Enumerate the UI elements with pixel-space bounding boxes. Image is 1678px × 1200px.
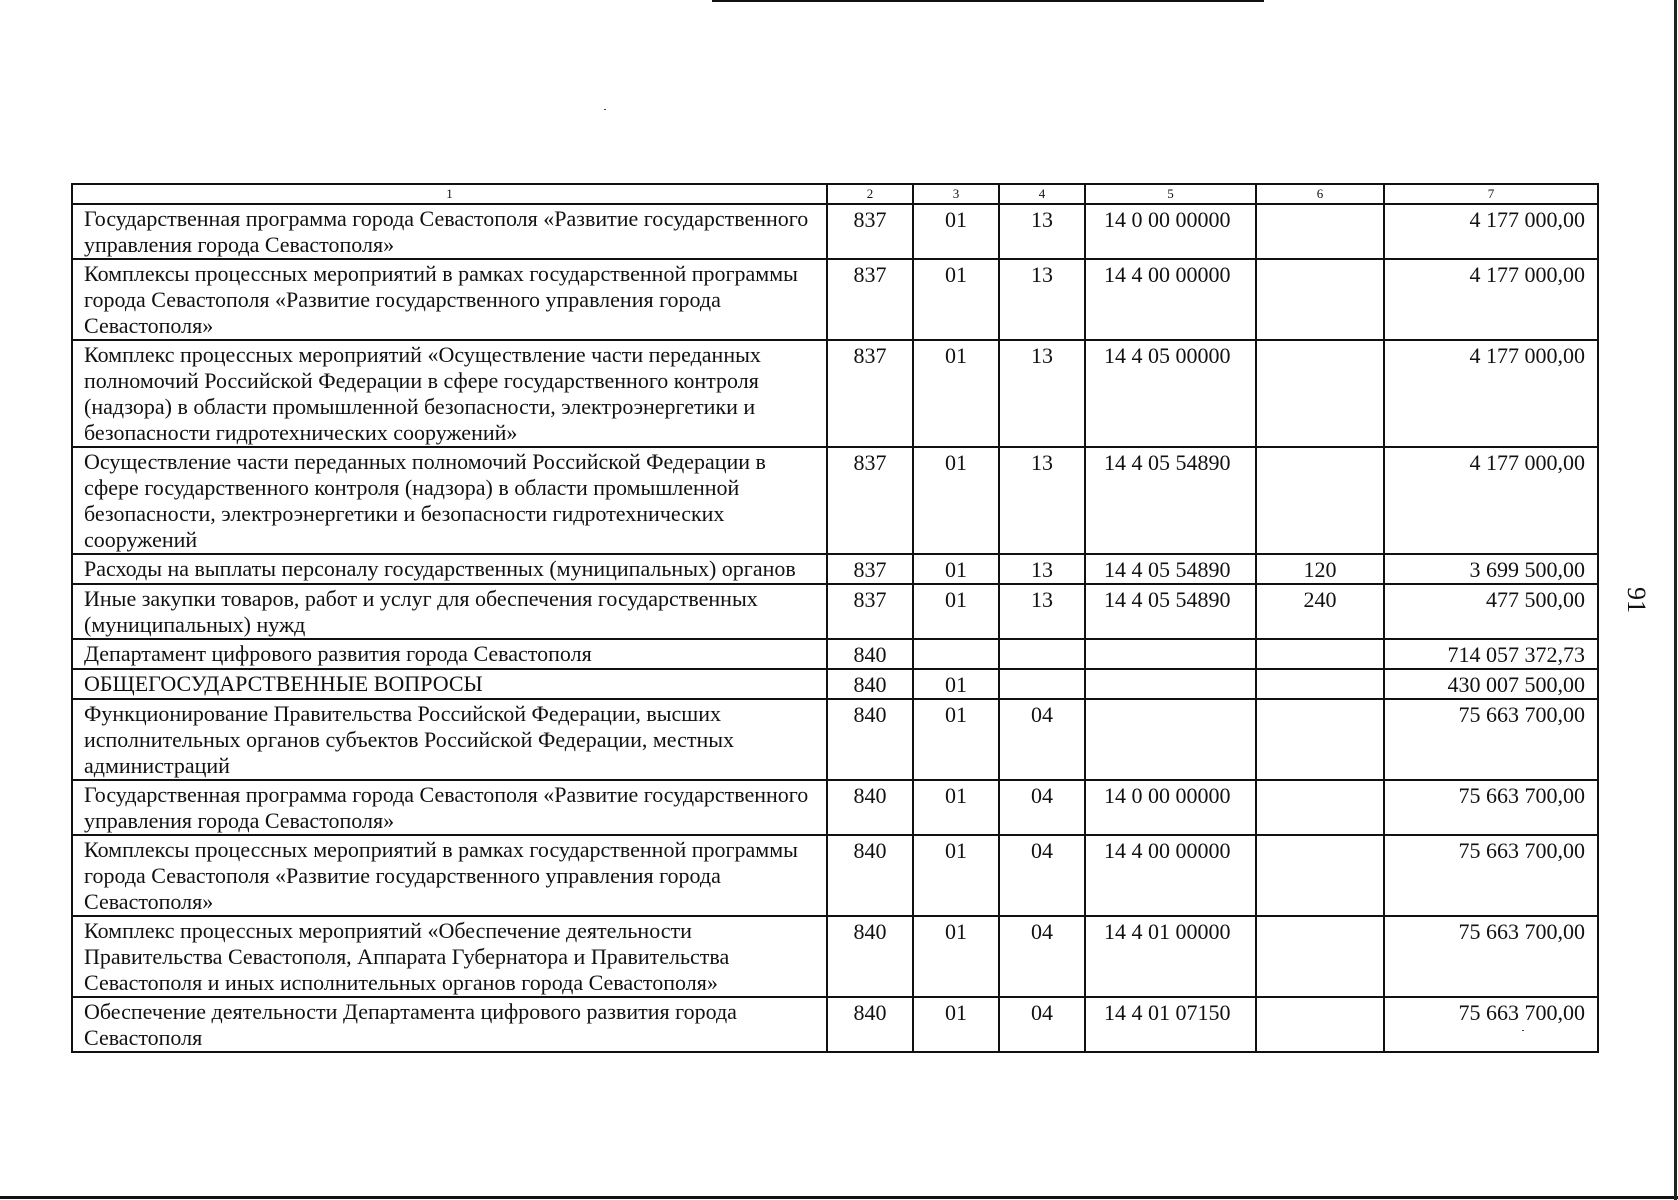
table-row <box>72 699 1598 780</box>
row-name: ОБЩЕГОСУДАРСТВЕННЫЕ ВОПРОСЫ <box>72 669 827 699</box>
ved-code: 840 <box>827 669 913 699</box>
table-row <box>72 340 1598 447</box>
section-code <box>913 639 999 669</box>
amount: 4 177 000,00 <box>1384 259 1598 340</box>
column-number: 6 <box>1256 184 1384 204</box>
subsection-code: 13 <box>999 204 1085 259</box>
column-number: 2 <box>827 184 913 204</box>
expense-type-code <box>1256 916 1384 997</box>
column-number: 3 <box>913 184 999 204</box>
row-name: Осуществление части переданных полномочий Российской Федерации в сфере государственного контроля (надзора) в области промышленной безопасности, электроэнергетики и безопасности гидротехнических сооружений <box>72 447 827 554</box>
ved-code: 837 <box>827 259 913 340</box>
amount: 75 663 700,00 <box>1384 699 1598 780</box>
table-row <box>72 835 1598 916</box>
row-name: Комплексы процессных мероприятий в рамках государственной программы города Севастополя «Развитие государственного управления города Севастополя» <box>72 259 827 340</box>
subsection-code <box>999 669 1085 699</box>
subsection-code: 04 <box>999 997 1085 1052</box>
row-name: Комплексы процессных мероприятий в рамках государственной программы города Севастополя «Развитие государственного управления города Севастополя» <box>72 835 827 916</box>
ved-code: 837 <box>827 204 913 259</box>
budget-table <box>71 183 1599 1053</box>
table-row <box>72 447 1598 554</box>
target-article-code: 14 4 00 00000 <box>1085 259 1256 340</box>
expense-type-code <box>1256 259 1384 340</box>
table-row <box>72 584 1598 639</box>
ved-code: 840 <box>827 835 913 916</box>
expense-type-code: 120 <box>1256 554 1384 584</box>
row-name: Комплекс процессных мероприятий «Осуществление части переданных полномочий Российской Федерации в сфере государственного контроля (надзора) в области промышленной безопасности, электроэнергетики и безопасности гидротехнических сооружений» <box>72 340 827 447</box>
amount: 75 663 700,00 <box>1384 835 1598 916</box>
column-number: 5 <box>1085 184 1256 204</box>
expense-type-code <box>1256 639 1384 669</box>
table-row <box>72 639 1598 669</box>
ved-code: 837 <box>827 447 913 554</box>
subsection-code: 04 <box>999 835 1085 916</box>
expense-type-code <box>1256 204 1384 259</box>
target-article-code: 14 0 00 00000 <box>1085 204 1256 259</box>
subsection-code: 13 <box>999 340 1085 447</box>
section-code: 01 <box>913 997 999 1052</box>
expense-type-code <box>1256 699 1384 780</box>
amount: 4 177 000,00 <box>1384 340 1598 447</box>
page-number: 91 <box>1622 587 1651 613</box>
row-name: Обеспечение деятельности Департамента цифрового развития города Севастополя <box>72 997 827 1052</box>
ved-code: 837 <box>827 584 913 639</box>
table-row <box>72 204 1598 259</box>
table-row <box>72 916 1598 997</box>
expense-type-code <box>1256 447 1384 554</box>
scan-right-edge-line <box>1674 0 1677 1200</box>
scan-top-edge-line <box>712 0 1264 2</box>
target-article-code: 14 4 05 54890 <box>1085 447 1256 554</box>
ved-code: 837 <box>827 340 913 447</box>
ved-code: 837 <box>827 554 913 584</box>
expense-type-code <box>1256 780 1384 835</box>
target-article-code <box>1085 699 1256 780</box>
table-row <box>72 554 1598 584</box>
target-article-code <box>1085 639 1256 669</box>
section-code: 01 <box>913 780 999 835</box>
section-code: 01 <box>913 554 999 584</box>
subsection-code <box>999 639 1085 669</box>
subsection-code: 04 <box>999 699 1085 780</box>
ved-code: 840 <box>827 916 913 997</box>
scan-speck <box>604 109 606 110</box>
row-name: Департамент цифрового развития города Севастополя <box>72 639 827 669</box>
section-code: 01 <box>913 204 999 259</box>
amount: 4 177 000,00 <box>1384 447 1598 554</box>
amount: 75 663 700,00 <box>1384 780 1598 835</box>
column-number-row <box>72 184 1598 204</box>
column-number: 7 <box>1384 184 1598 204</box>
row-name: Комплекс процессных мероприятий «Обеспечение деятельности Правительства Севастополя, Аппарата Губернатора и Правительства Севастополя и иных исполнительных органов города Севастополя» <box>72 916 827 997</box>
amount: 477 500,00 <box>1384 584 1598 639</box>
row-name: Расходы на выплаты персоналу государственных (муниципальных) органов <box>72 554 827 584</box>
section-code: 01 <box>913 669 999 699</box>
amount: 430 007 500,00 <box>1384 669 1598 699</box>
subsection-code: 04 <box>999 916 1085 997</box>
subsection-code: 13 <box>999 554 1085 584</box>
section-code: 01 <box>913 584 999 639</box>
expense-type-code <box>1256 340 1384 447</box>
column-number: 4 <box>999 184 1085 204</box>
table-row <box>72 259 1598 340</box>
expense-type-code <box>1256 669 1384 699</box>
target-article-code: 14 4 05 54890 <box>1085 584 1256 639</box>
section-code: 01 <box>913 259 999 340</box>
amount: 714 057 372,73 <box>1384 639 1598 669</box>
row-name: Государственная программа города Севастополя «Развитие государственного управления города Севастополя» <box>72 204 827 259</box>
amount: 3 699 500,00 <box>1384 554 1598 584</box>
expense-type-code <box>1256 997 1384 1052</box>
ved-code: 840 <box>827 639 913 669</box>
scan-bottom-edge-line <box>0 1196 1678 1199</box>
amount: 4 177 000,00 <box>1384 204 1598 259</box>
target-article-code <box>1085 669 1256 699</box>
subsection-code: 04 <box>999 780 1085 835</box>
expense-type-code <box>1256 835 1384 916</box>
section-code: 01 <box>913 447 999 554</box>
subsection-code: 13 <box>999 259 1085 340</box>
column-number: 1 <box>72 184 827 204</box>
target-article-code: 14 4 01 07150 <box>1085 997 1256 1052</box>
row-name: Функционирование Правительства Российской Федерации, высших исполнительных органов субъектов Российской Федерации, местных администраций <box>72 699 827 780</box>
target-article-code: 14 4 05 00000 <box>1085 340 1256 447</box>
table-row <box>72 669 1598 699</box>
amount: 75 663 700,00 <box>1384 916 1598 997</box>
section-code: 01 <box>913 340 999 447</box>
row-name: Государственная программа города Севастополя «Развитие государственного управления города Севастополя» <box>72 780 827 835</box>
table-row <box>72 780 1598 835</box>
target-article-code: 14 4 00 00000 <box>1085 835 1256 916</box>
target-article-code: 14 4 01 00000 <box>1085 916 1256 997</box>
ved-code: 840 <box>827 699 913 780</box>
amount: 75 663 700,00 <box>1384 997 1598 1052</box>
table-row <box>72 997 1598 1052</box>
ved-code: 840 <box>827 780 913 835</box>
target-article-code: 14 4 05 54890 <box>1085 554 1256 584</box>
section-code: 01 <box>913 835 999 916</box>
subsection-code: 13 <box>999 584 1085 639</box>
subsection-code: 13 <box>999 447 1085 554</box>
section-code: 01 <box>913 916 999 997</box>
section-code: 01 <box>913 699 999 780</box>
target-article-code: 14 0 00 00000 <box>1085 780 1256 835</box>
ved-code: 840 <box>827 997 913 1052</box>
row-name: Иные закупки товаров, работ и услуг для обеспечения государственных (муниципальных) нужд <box>72 584 827 639</box>
expense-type-code: 240 <box>1256 584 1384 639</box>
